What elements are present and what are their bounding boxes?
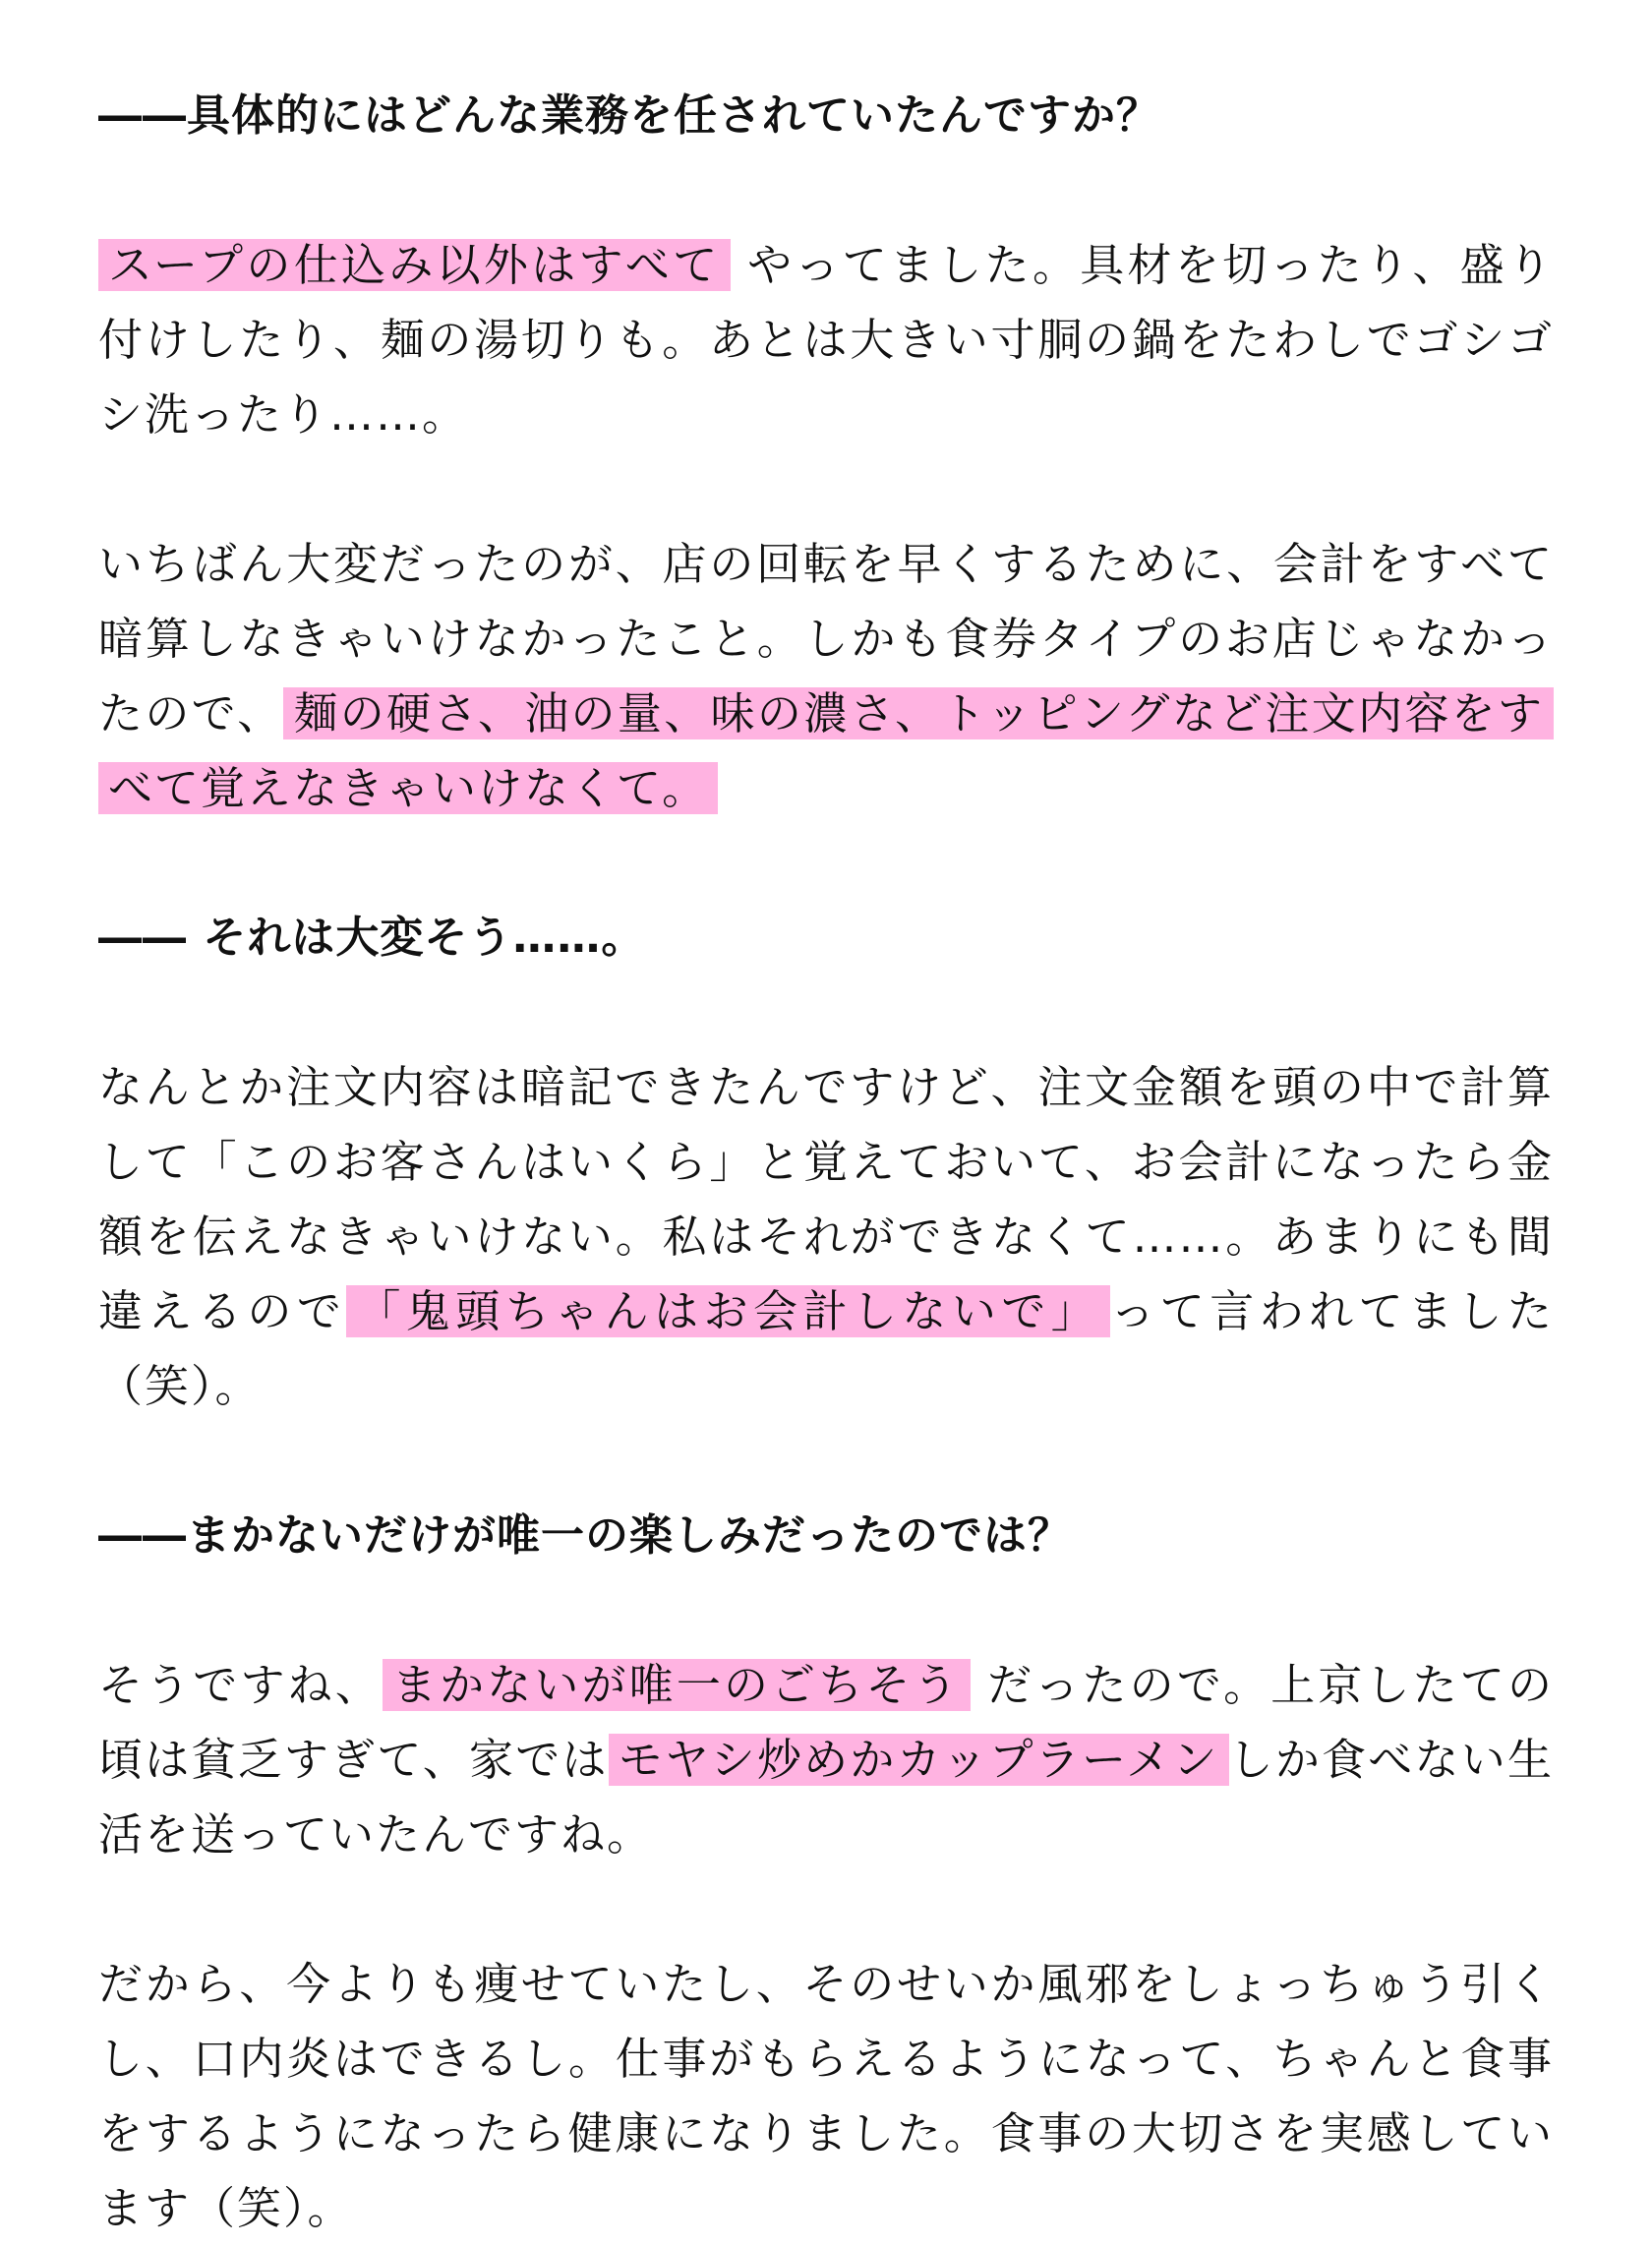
spacer <box>98 452 1554 527</box>
highlight-text: 麺の硬さ、油の量、味の濃さ、トッピングなど注文内容をすべて覚えなきゃいけなくて。 <box>98 687 1554 814</box>
interview-question-2: ―― それは大変そう……。 <box>98 913 646 963</box>
answer-text: しか食べない生活を送っていたんですね。 <box>98 1734 1554 1861</box>
highlight-text: まかないが唯一のごちそう <box>383 1659 971 1711</box>
spacer <box>98 1424 1554 1499</box>
highlight-text: モヤシ炒めかカップラーメン <box>609 1734 1229 1786</box>
answer-paragraph-2 <box>98 527 1554 826</box>
answer-paragraph-3 <box>98 1050 1554 1424</box>
spacer <box>98 153 1554 228</box>
spacer <box>98 826 1554 901</box>
interview-question-1: ――具体的にはどんな業務を任されていたんですか？ <box>98 90 1160 141</box>
answer-text: やってました。具材を切ったり、盛り付けしたり、麺の湯切りも。あとは大きい寸胴の鍋をたわしでゴシゴシ洗ったり……。 <box>98 239 1554 441</box>
answer-paragraph-5: だから、今よりも痩せていたし、そのせいか風邪をしょっちゅう引くし、口内炎はできるし。仕事がもらえるようになって、ちゃんと食事をするようになったら健康になりました。食事の大切さを実感しています（笑）。 <box>98 1958 1554 2234</box>
answer-text: なんとか注文内容は暗記できたんですけど、注文金額を頭の中で計算して「このお客さんはいくら」と覚えておいて、お会計になったら金額を伝えなきゃいけない。私はそれができなくて……。あまりにも間違えるので <box>98 1061 1554 1337</box>
answer-paragraph-1 <box>98 228 1554 452</box>
spacer <box>98 1573 1554 1648</box>
answer-paragraph-4 <box>98 1648 1554 1872</box>
spacer <box>98 1872 1554 1947</box>
highlight-text: 「鬼頭ちゃんはお会計しないで」 <box>346 1285 1110 1337</box>
article-body <box>98 79 1554 2246</box>
answer-text: そうですね、 <box>98 1659 383 1711</box>
answer-text: って言われてました（笑）。 <box>98 1285 1554 1412</box>
highlight-text: スープの仕込み以外はすべて <box>98 239 731 291</box>
answer-text: だったので。上京したての頃は貧乏すぎて、家では <box>98 1659 1554 1786</box>
spacer <box>98 975 1554 1050</box>
answer-text: いちばん大変だったのが、店の回転を早くするために、会計をすべて暗算しなきゃいけなかったこと。しかも食券タイプのお店じゃなかったので、 <box>98 538 1554 739</box>
interview-question-3: ――まかないだけが唯一の楽しみだったのでは？ <box>98 1510 1072 1561</box>
